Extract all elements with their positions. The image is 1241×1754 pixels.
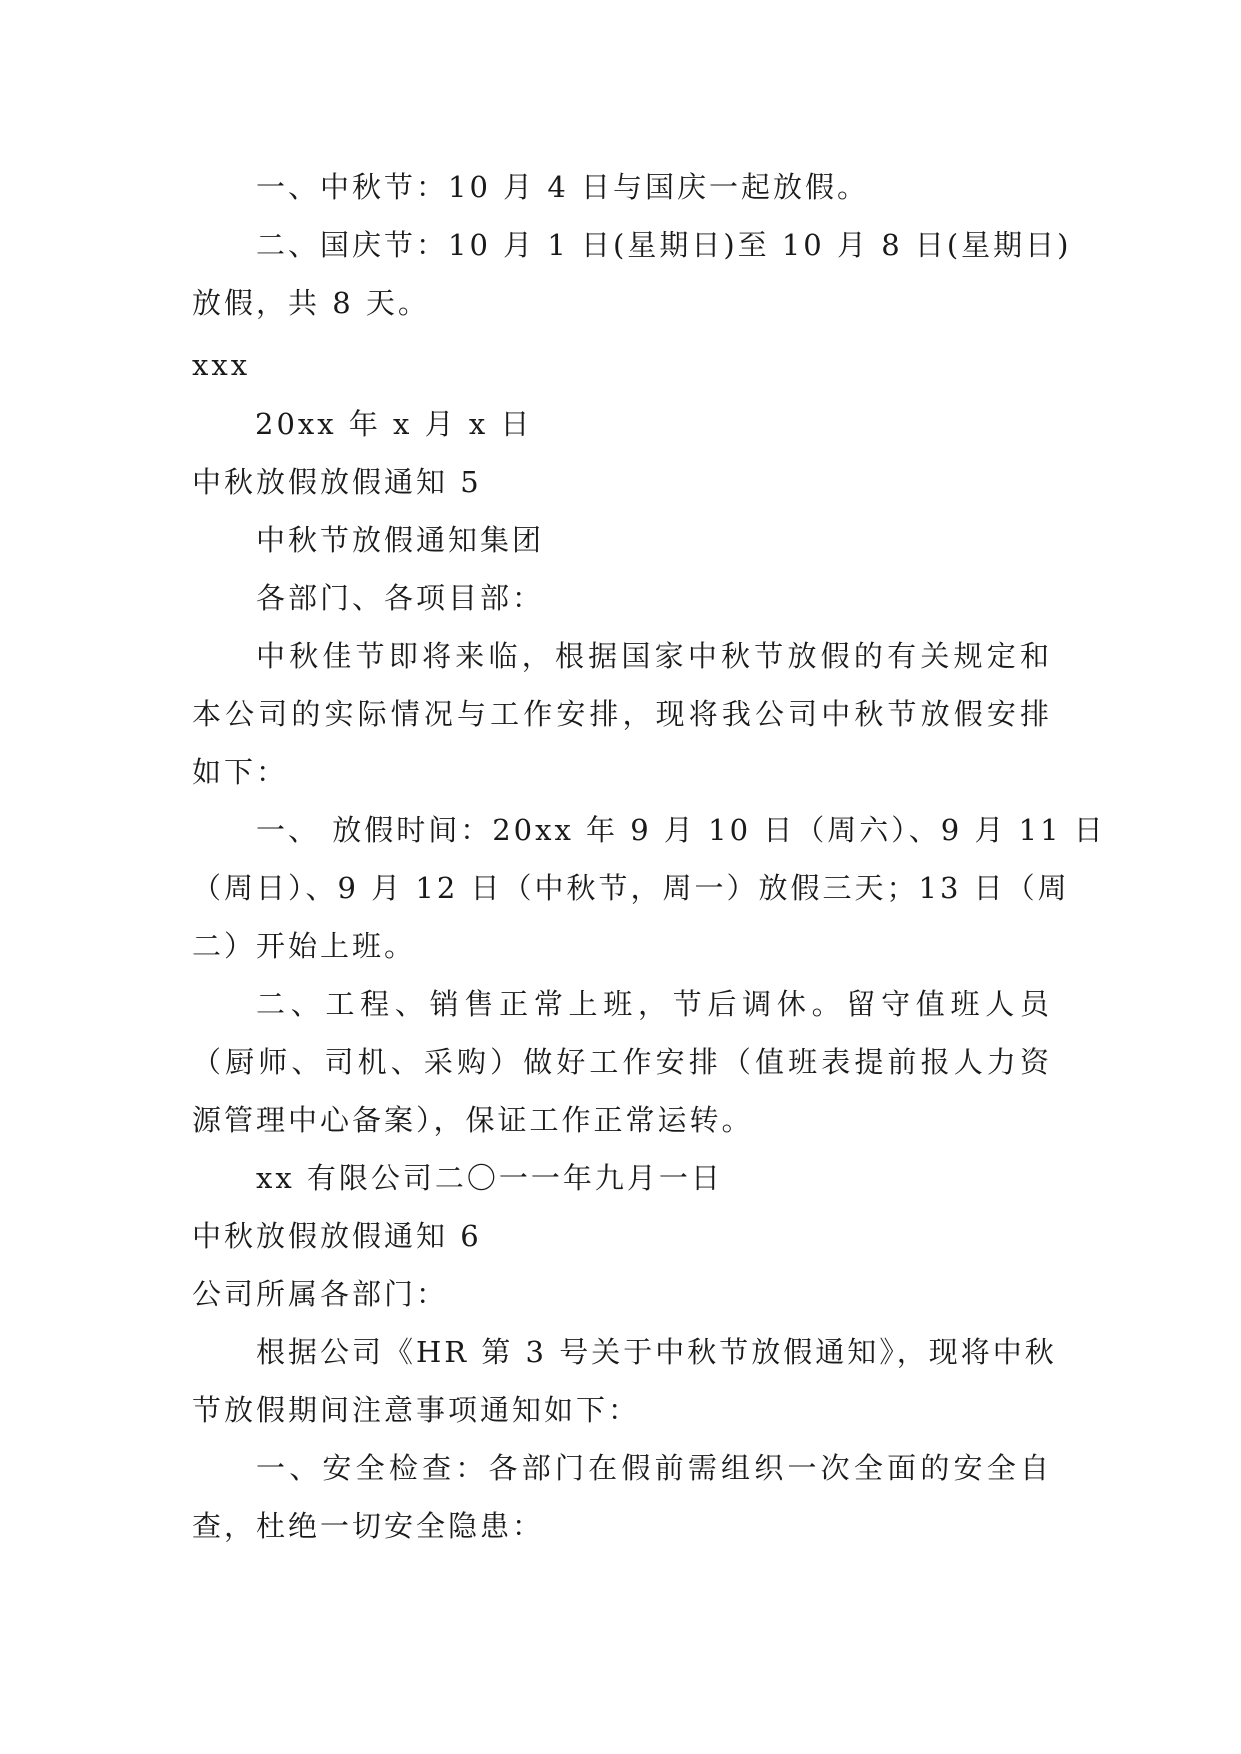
salutation: 公司所属各部门： (192, 1277, 449, 1311)
paragraph-line: 一、 放假时间：20xx 年 9 月 10 日（周六）、9 月 11 日 (256, 813, 1106, 847)
paragraph-line: 一、安全检查：各部门在假前需组织一次全面的安全自 (256, 1451, 1052, 1485)
paragraph-line: 二、工程、销售正常上班，节后调休。留守值班人员 (256, 987, 1052, 1021)
paragraph-line: 本公司的实际情况与工作安排，现将我公司中秋节放假安排 (192, 697, 1052, 731)
paragraph-line: 一、中秋节：10 月 4 日与国庆一起放假。 (256, 170, 870, 204)
signature-date: 20xx 年 x 月 x 日 (255, 407, 533, 441)
paragraph-line: 中秋佳节即将来临，根据国家中秋节放假的有关规定和 (256, 639, 1052, 673)
section-title: 中秋放假放假通知 6 (192, 1219, 482, 1253)
paragraph-line: 二）开始上班。 (192, 929, 417, 963)
section-title: 中秋放假放假通知 5 (192, 465, 482, 499)
paragraph-line: （厨师、司机、采购）做好工作安排（值班表提前报人力资 (192, 1045, 1052, 1079)
salutation: 各部门、各项目部： (256, 581, 545, 615)
paragraph-line: 源管理中心备案），保证工作正常运转。 (192, 1103, 754, 1137)
paragraph-line: 放假，共 8 天。 (192, 286, 430, 320)
signature-line: xx 有限公司二〇一一年九月一日 (256, 1161, 723, 1195)
paragraph-line: 如下： (192, 755, 289, 789)
paragraph-line: 节放假期间注意事项通知如下： (192, 1393, 641, 1427)
paragraph-line: 查，杜绝一切安全隐患： (192, 1509, 545, 1543)
paragraph-line: （周日）、9 月 12 日（中秋节，周一）放假三天；13 日（周 (192, 871, 1070, 905)
signature-name: xxx (192, 348, 251, 382)
paragraph-line: 二、国庆节：10 月 1 日(星期日)至 10 月 8 日(星期日) (256, 228, 1072, 262)
paragraph-line: 根据公司《HR 第 3 号关于中秋节放假通知》，现将中秋 (256, 1335, 1057, 1369)
notice-title: 中秋节放假通知集团 (256, 523, 545, 557)
